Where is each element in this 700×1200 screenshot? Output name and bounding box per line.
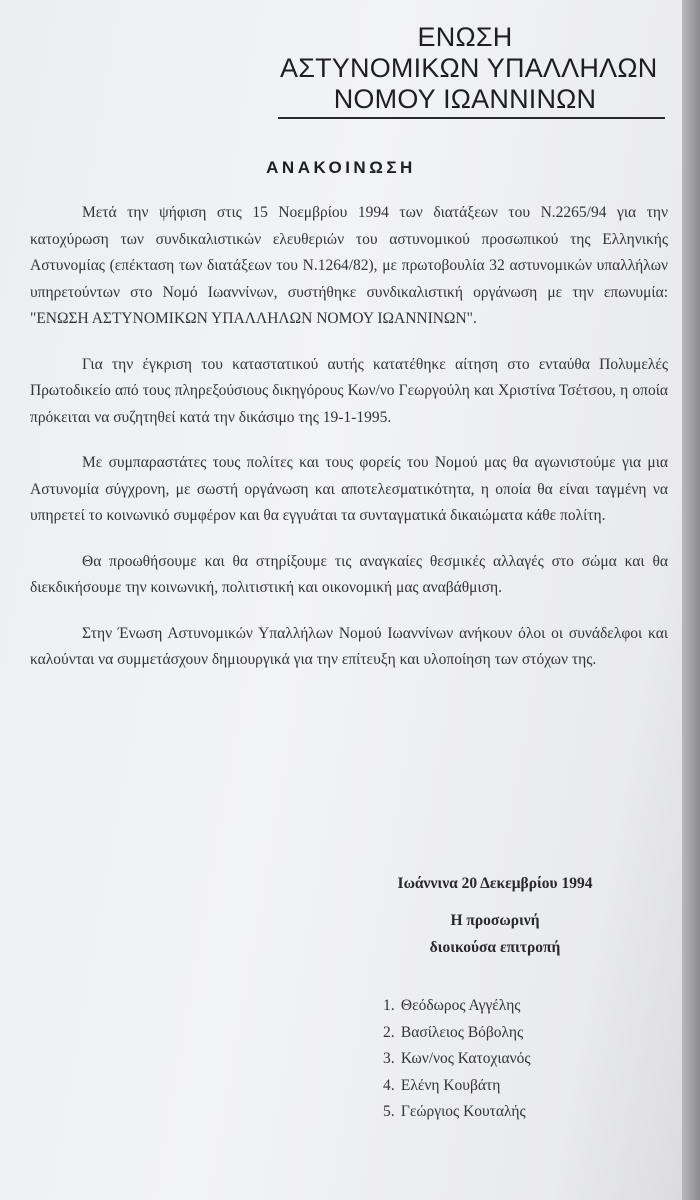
member-name: Κων/νος Κατοχιανός: [400, 1050, 531, 1067]
committee-members-list: [383, 993, 663, 1126]
member-name: Θεόδωρος Αγγέλης: [400, 997, 521, 1014]
committee-role-line-1: Η προσωρινή: [450, 912, 540, 929]
list-item: [383, 1046, 663, 1073]
member-number: 4.: [383, 1076, 395, 1094]
paragraph-1: Μετά την ψήφιση στις 15 Νοεμβρίου 1994 των διατάξεων του Ν.2265/94 για την κατοχύρωση των συνδικαλιστικών ελευθεριών του αστυνομικού προσωπικού της Ελληνικής Αστυνομίας (επέκταση των διατάξεων του Ν.1264/82), με πρωτοβουλία 32 αστυνομικών υπαλλήλων υπηρετούντων στο Νομό Ιωαννίνων, συστήθηκε συνδικαλιστική οργάνωση με την επωνυμία: "ΕΝΩΣΗ ΑΣΤΥΝΟΜΙΚΩΝ ΥΠΑΛΛΗΛΩΝ ΝΟΜΟΥ ΙΩΑΝΝΙΝΩΝ".: [30, 204, 668, 327]
letterhead-line-3: ΝΟΜΟΥ ΙΩΑΝΝΙΝΩΝ: [333, 84, 597, 114]
letterhead-line-2: ΑΣΤΥΝΟΜΙΚΩΝ ΥΠΑΛΛΗΛΩΝ: [280, 53, 658, 83]
page-edge-shadow: [682, 0, 700, 1200]
member-name: Βασίλειος Βόβολης: [400, 1023, 524, 1041]
member-number: 3.: [383, 1050, 395, 1067]
paragraph-4: Θα προωθήσουμε και θα στηρίξουμε τις αναγκαίες θεσμικές αλλαγές στο σώμα και θα διεκδικήσουμε την κοινωνική, πολιτιστική και οικονομική μας αναβάθμιση.: [30, 552, 668, 596]
member-name: Γεώργιος Κουταλής: [400, 1103, 526, 1120]
list-item: [383, 993, 663, 1020]
member-number: 2.: [383, 1023, 395, 1041]
document-title: ΑΝΑΚΟΙΝΩΣΗ: [266, 158, 416, 177]
member-name: Ελένη Κουβάτη: [400, 1076, 501, 1094]
list-item: [383, 1020, 663, 1047]
paragraph-3: Με συμπαραστάτες τους πολίτες και τους φορείς του Νομού μας θα αγωνιστούμε για μια Αστυνομία σύγχρονη, με σωστή οργάνωση και αποτελεσματικότητα, η οποία θα είναι ταγμένη να υπηρετεί το κοινωνικό συμφέρον και θα εγγυάται τα συνταγματικά δικαιώματα κάθε πολίτη.: [30, 454, 668, 524]
announcement-body: [30, 200, 668, 693]
member-number: 5.: [383, 1103, 395, 1120]
letterhead-rule: [278, 117, 665, 119]
list-item: [383, 1073, 663, 1100]
paragraph-2: Για την έγκριση του καταστατικού αυτής κατατέθηκε αίτηση στο ενταύθα Πολυμελές Πρωτοδικείο από τους πληρεξούσιους δικηγόρους Κων/νο Γεωργούλη και Χριστίνα Τσέτσου, η οποία πρόκειται να συζητηθεί κατά την δικάσιμο της 19-1-1995.: [30, 355, 668, 426]
committee-role-line-2: διοικούσα επιτροπή: [429, 939, 561, 956]
signoff: [340, 875, 650, 961]
paragraph-5: Στην Ένωση Αστυνομικών Υπαλλήλων Νομού Ιωαννίνων ανήκουν όλοι οι συνάδελφοι και καλούνται να συμμετάσχουν δημιουργικά για την επίτευξη και υλοποίηση των στόχων της.: [30, 624, 668, 668]
letterhead: [280, 22, 658, 115]
place-date: Ιωάννινα 20 Δεκεμβρίου 1994: [397, 875, 593, 892]
list-item: [383, 1099, 663, 1126]
member-number: 1.: [383, 997, 395, 1014]
letterhead-line-1: ΕΝΩΣΗ: [417, 22, 513, 52]
